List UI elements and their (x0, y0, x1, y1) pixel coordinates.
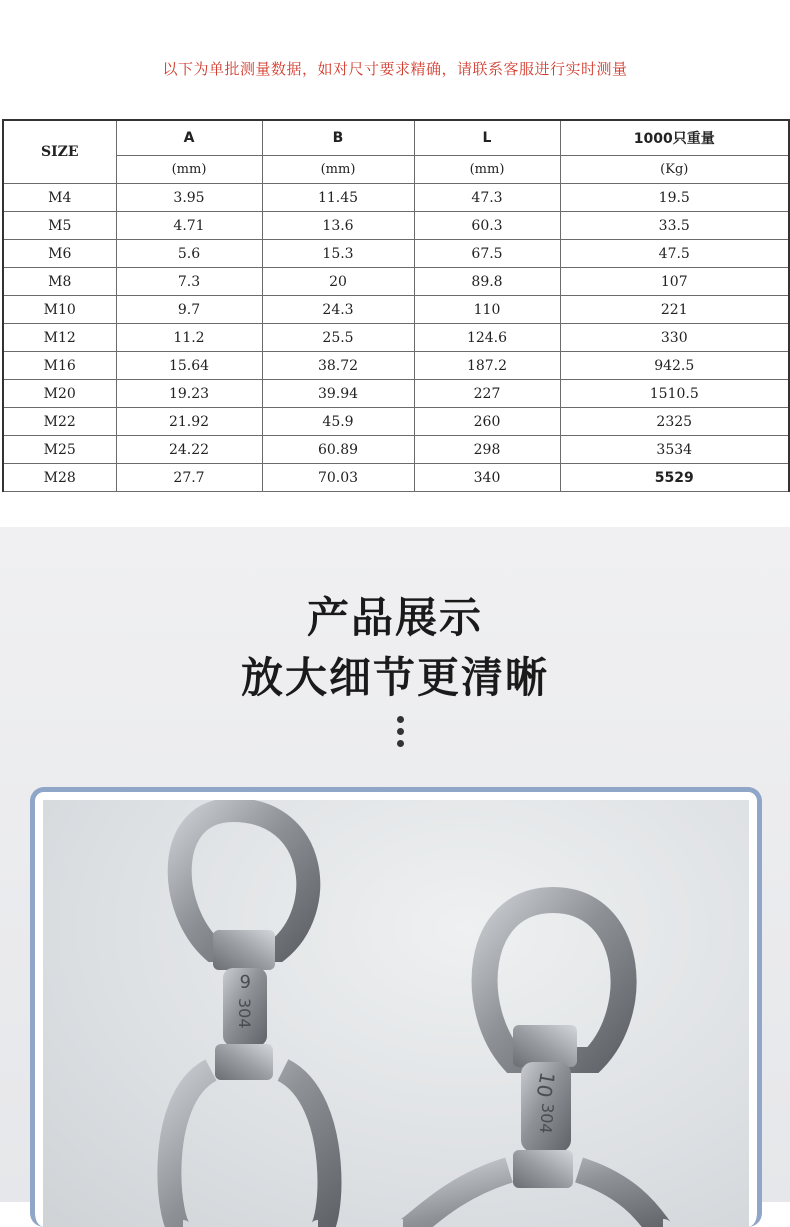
vertical-dots-icon (393, 716, 407, 756)
cell-b: 25.5 (262, 324, 414, 352)
cell-size: M20 (3, 380, 116, 408)
cell-size: M4 (3, 184, 116, 212)
cell-size: M10 (3, 296, 116, 324)
cell-weight: 47.5 (560, 240, 789, 268)
header-l: L (414, 120, 560, 156)
cell-a: 15.64 (116, 352, 262, 380)
right-mark-size: 10 (531, 1070, 560, 1100)
cell-l: 187.2 (414, 352, 560, 380)
cell-size: M22 (3, 408, 116, 436)
table-row (3, 324, 789, 352)
cell-b: 70.03 (262, 464, 414, 492)
unit-a: (mm) (116, 156, 262, 184)
cell-l: 110 (414, 296, 560, 324)
cell-size: M28 (3, 464, 116, 492)
cell-size: M8 (3, 268, 116, 296)
left-mark-size: 6 (239, 970, 251, 991)
left-mark-grade: 304 (235, 998, 254, 1029)
table-row (3, 296, 789, 324)
cell-a: 19.23 (116, 380, 262, 408)
cell-b: 45.9 (262, 408, 414, 436)
header-weight: 1000只重量 (560, 120, 789, 156)
table-row (3, 352, 789, 380)
header-size: SIZE (3, 120, 116, 184)
cell-a: 4.71 (116, 212, 262, 240)
cell-size: M5 (3, 212, 116, 240)
spec-section (0, 0, 790, 510)
table-unit-row (3, 156, 789, 184)
cell-weight: 221 (560, 296, 789, 324)
measurement-notice: 以下为单批测量数据，如对尺寸要求精确，请联系客服进行实时测量 (162, 60, 628, 78)
showcase-title: 产品展示 (306, 593, 483, 642)
cell-weight: 3534 (560, 436, 789, 464)
unit-b: (mm) (262, 156, 414, 184)
header-b: B (262, 120, 414, 156)
showcase-subtitle: 放大细节更清晰 (240, 653, 549, 702)
cell-size: M25 (3, 436, 116, 464)
table-row (3, 268, 789, 296)
cell-l: 124.6 (414, 324, 560, 352)
cell-size: M6 (3, 240, 116, 268)
table-row (3, 380, 789, 408)
cell-b: 11.45 (262, 184, 414, 212)
cell-l: 227 (414, 380, 560, 408)
cell-b: 60.89 (262, 436, 414, 464)
table-row (3, 240, 789, 268)
cell-l: 340 (414, 464, 560, 492)
right-swivel (403, 900, 663, 1227)
table-row (3, 408, 789, 436)
cell-weight: 19.5 (560, 184, 789, 212)
unit-l: (mm) (414, 156, 560, 184)
cell-weight: 1510.5 (560, 380, 789, 408)
right-mark-grade: 304 (535, 1102, 558, 1135)
cell-a: 3.95 (116, 184, 262, 212)
cell-weight: 2325 (560, 408, 789, 436)
table-row (3, 464, 789, 492)
product-photo-frame (30, 787, 762, 1227)
cell-b: 13.6 (262, 212, 414, 240)
showcase-section (0, 527, 790, 1202)
cell-a: 11.2 (116, 324, 262, 352)
cell-b: 20 (262, 268, 414, 296)
header-a: A (116, 120, 262, 156)
table-row (3, 212, 789, 240)
spec-table (2, 119, 790, 492)
cell-weight: 942.5 (560, 352, 789, 380)
cell-l: 47.3 (414, 184, 560, 212)
cell-a: 21.92 (116, 408, 262, 436)
cell-a: 24.22 (116, 436, 262, 464)
cell-l: 89.8 (414, 268, 560, 296)
cell-size: M16 (3, 352, 116, 380)
unit-weight: (Kg) (560, 156, 789, 184)
cell-weight: 5529 (560, 464, 789, 492)
cell-l: 260 (414, 408, 560, 436)
cell-weight: 107 (560, 268, 789, 296)
cell-l: 60.3 (414, 212, 560, 240)
left-swivel (169, 810, 329, 1227)
table-row (3, 184, 789, 212)
cell-a: 5.6 (116, 240, 262, 268)
cell-b: 15.3 (262, 240, 414, 268)
cell-b: 24.3 (262, 296, 414, 324)
table-row (3, 436, 789, 464)
cell-a: 7.3 (116, 268, 262, 296)
cell-a: 27.7 (116, 464, 262, 492)
product-photo (43, 800, 749, 1227)
cell-size: M12 (3, 324, 116, 352)
cell-l: 298 (414, 436, 560, 464)
swivel-hardware-image (43, 800, 749, 1227)
cell-b: 39.94 (262, 380, 414, 408)
table-header-row (3, 120, 789, 156)
cell-weight: 330 (560, 324, 789, 352)
cell-b: 38.72 (262, 352, 414, 380)
cell-l: 67.5 (414, 240, 560, 268)
cell-a: 9.7 (116, 296, 262, 324)
cell-weight: 33.5 (560, 212, 789, 240)
table-body (3, 184, 789, 492)
